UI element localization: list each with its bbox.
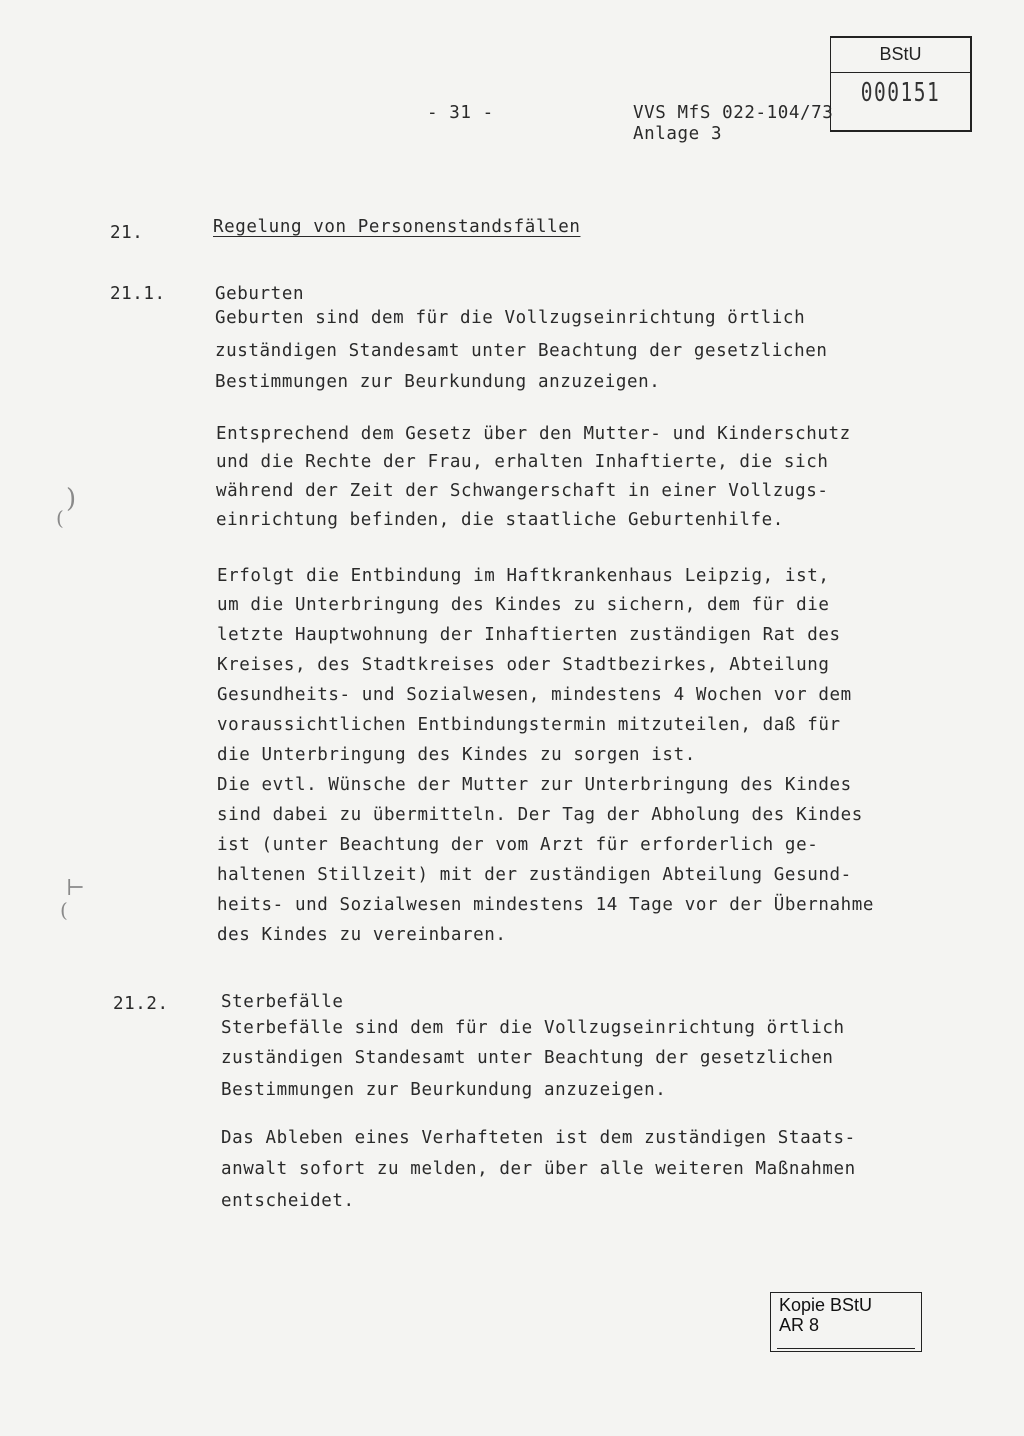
section-title: Regelung von Personenstandsfällen <box>213 217 581 237</box>
text-line: Kreises, des Stadtkreises oder Stadtbezirkes, Abteilung <box>217 655 830 675</box>
page-number: - 31 - <box>427 103 494 123</box>
margin-mark: ⊢ <box>66 876 85 901</box>
text-line: sind dabei zu übermitteln. Der Tag der Abholung des Kindes <box>217 805 863 825</box>
text-line: letzte Hauptwohnung der Inhaftierten zuständigen Rat des <box>217 625 841 645</box>
text-line: Bestimmungen zur Beurkundung anzuzeigen. <box>215 372 661 392</box>
text-line: anwalt sofort zu melden, der über alle weiteren Maßnahmen <box>221 1159 856 1179</box>
text-line: Bestimmungen zur Beurkundung anzuzeigen. <box>221 1080 667 1100</box>
text-line: voraussichtlichen Entbindungstermin mitzuteilen, daß für <box>217 715 841 735</box>
text-line: des Kindes zu vereinbaren. <box>217 925 507 945</box>
copy-stamp-line-2: AR 8 <box>779 1315 820 1335</box>
document-reference: VVS MfS 022-104/73 <box>633 103 834 123</box>
margin-mark: ( <box>56 506 64 530</box>
text-line: zuständigen Standesamt unter Beachtung der gesetzlichen <box>215 341 828 361</box>
copy-stamp-underline <box>777 1348 915 1349</box>
text-line: Sterbefälle sind dem für die Vollzugseinrichtung örtlich <box>221 1018 845 1038</box>
stamp-divider <box>831 72 970 73</box>
text-line: Entsprechend dem Gesetz über den Mutter- und Kinderschutz <box>216 424 851 444</box>
attachment-label: Anlage 3 <box>633 124 723 144</box>
text-line: haltenen Stillzeit) mit der zuständigen Abteilung Gesund- <box>217 865 852 885</box>
bstu-archive-stamp <box>830 36 972 132</box>
subsection-number-21-2: 21.2. <box>113 994 169 1014</box>
text-line: Geburten sind dem für die Vollzugseinrichtung örtlich <box>215 308 806 328</box>
text-line: Gesundheits- und Sozialwesen, mindestens 4 Wochen vor dem <box>217 685 852 705</box>
copy-stamp <box>770 1292 922 1352</box>
text-line: Erfolgt die Entbindung im Haftkrankenhaus Leipzig, ist, <box>217 566 830 586</box>
text-line: einrichtung befinden, die staatliche Geburtenhilfe. <box>216 510 784 530</box>
text-line: um die Unterbringung des Kindes zu sichern, dem für die <box>217 595 830 615</box>
text-line: und die Rechte der Frau, erhalten Inhaftierte, die sich <box>216 452 829 472</box>
text-line: heits- und Sozialwesen mindestens 14 Tage vor der Übernahme <box>217 895 875 915</box>
text-line: Das Ableben eines Verhafteten ist dem zuständigen Staats- <box>221 1128 856 1148</box>
margin-mark: ( <box>60 898 68 922</box>
copy-stamp-line-1: Kopie BStU <box>779 1295 873 1315</box>
text-line: die Unterbringung des Kindes zu sorgen ist. <box>217 745 696 765</box>
text-line: ist (unter Beachtung der vom Arzt für erforderlich ge- <box>217 835 819 855</box>
text-line: während der Zeit der Schwangerschaft in einer Vollzugs- <box>216 481 829 501</box>
stamp-number: 000151 <box>860 78 941 108</box>
subsection-heading-births: Geburten <box>215 284 305 304</box>
text-line: Die evtl. Wünsche der Mutter zur Unterbringung des Kindes <box>217 775 852 795</box>
subsection-heading-deaths: Sterbefälle <box>221 992 344 1012</box>
subsection-number-21-1: 21.1. <box>110 284 166 304</box>
text-line: entscheidet. <box>221 1191 355 1211</box>
stamp-label: BStU <box>879 44 922 64</box>
section-number: 21. <box>110 223 144 243</box>
margin-mark: ) <box>66 484 77 514</box>
text-line: zuständigen Standesamt unter Beachtung der gesetzlichen <box>221 1048 834 1068</box>
